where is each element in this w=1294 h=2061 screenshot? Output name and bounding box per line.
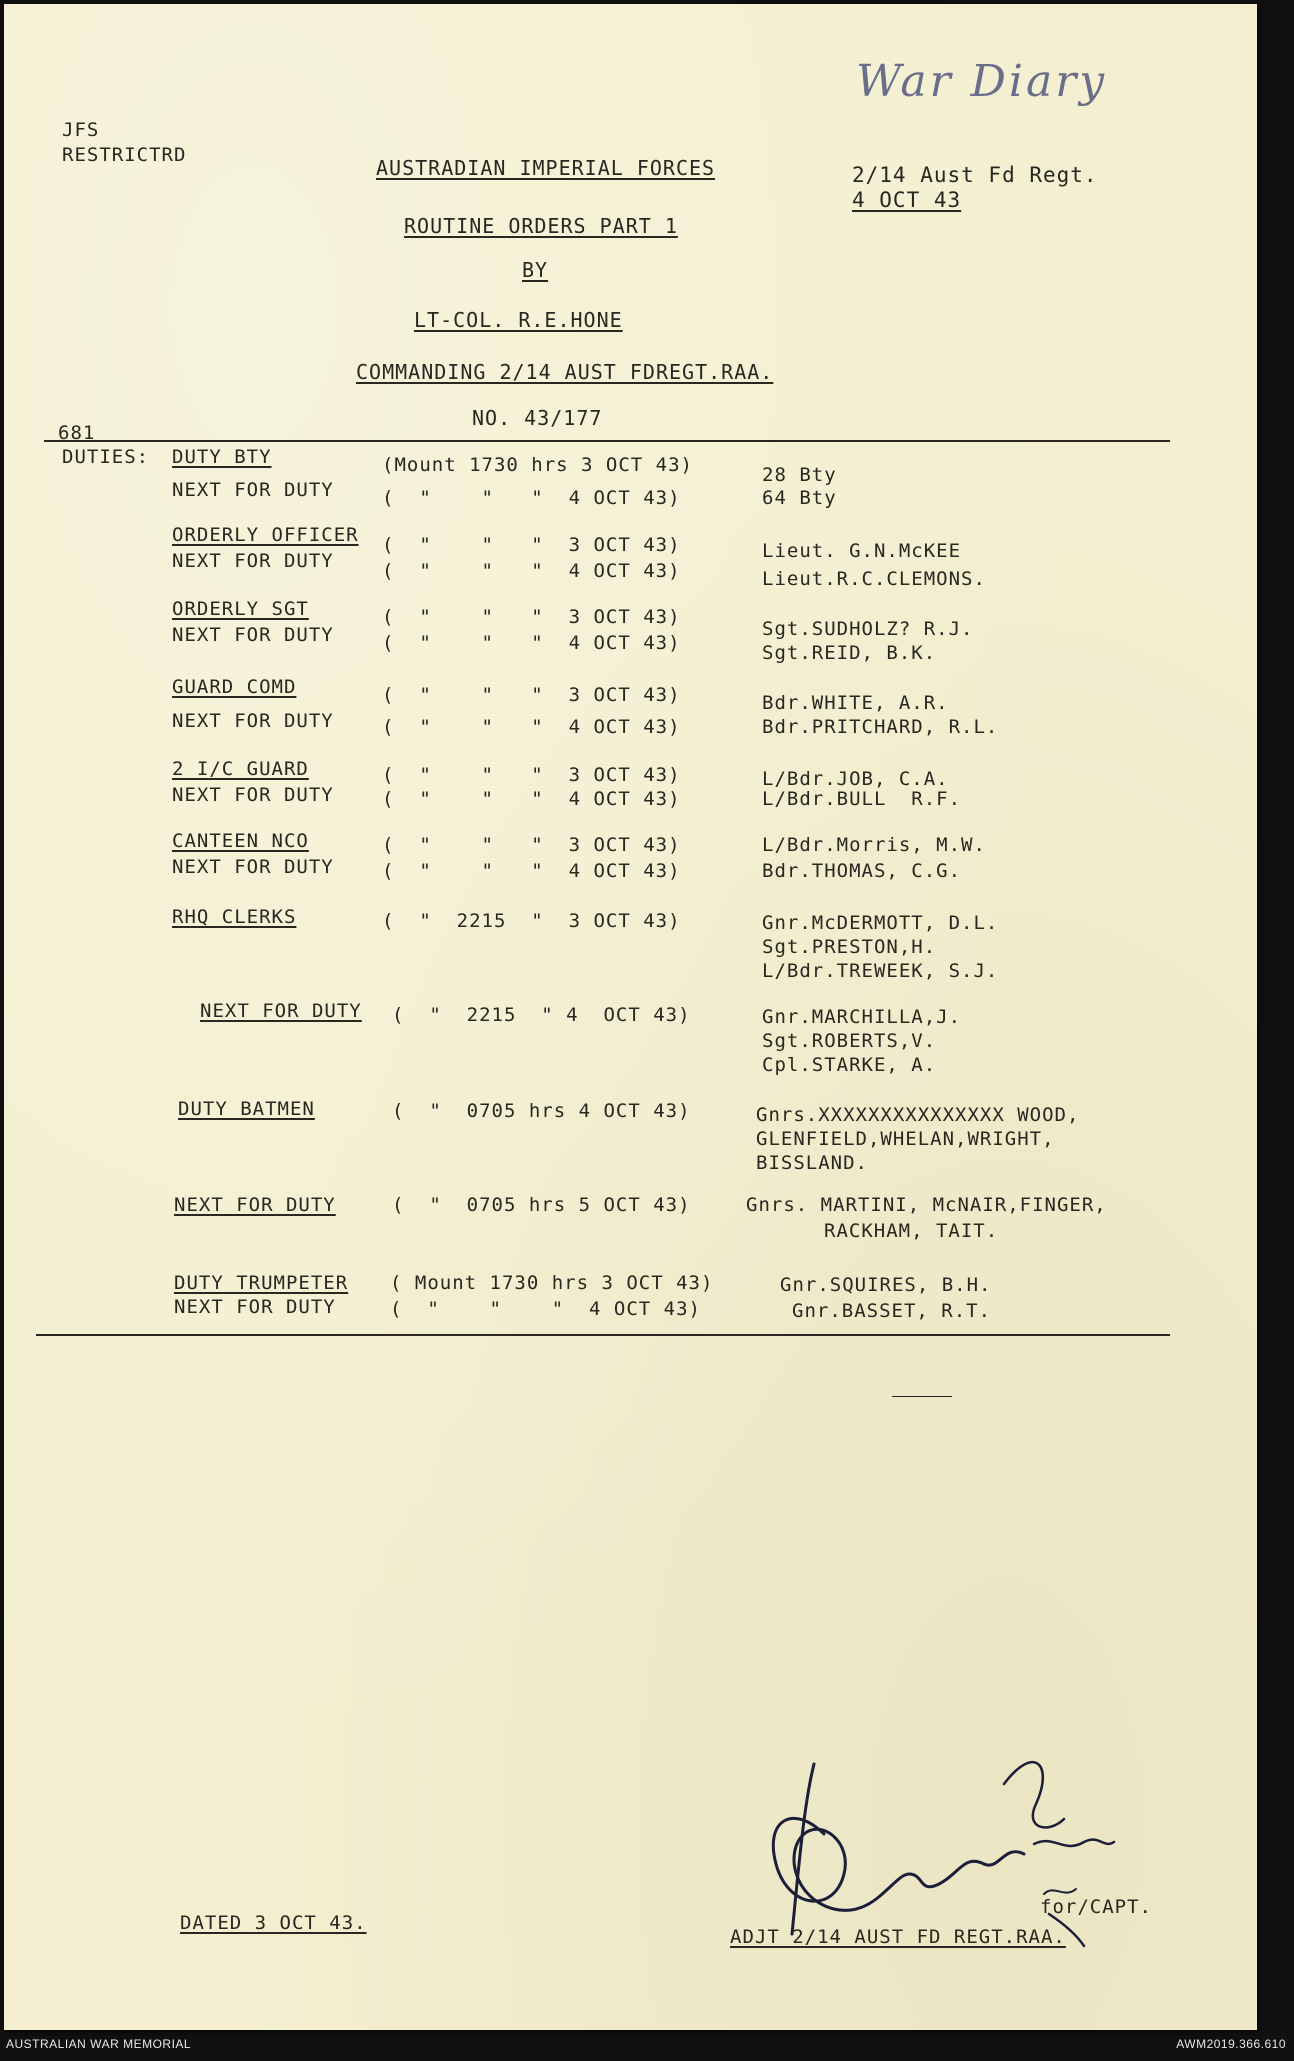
- trumpeter-name: Gnr.SQUIRES, B.H.: [780, 1274, 992, 1296]
- trumpeter-label: NEXT FOR DUTY: [174, 1296, 336, 1318]
- duties-label: DUTIES:: [62, 446, 150, 468]
- footer-right: AWM2019.366.610: [1176, 2037, 1286, 2051]
- trumpeter-detail: ( Mount 1730 hrs 3 OCT 43): [390, 1272, 714, 1294]
- rhq-next-name: Cpl.STARKE, A.: [762, 1054, 937, 1076]
- duty-name: L/Bdr.Morris, M.W.: [762, 834, 986, 856]
- top-rule: [44, 440, 1170, 442]
- batmen-name: Gnrs.XXXXXXXXXXXXXXX WOOD,: [756, 1104, 1080, 1126]
- title-line3: BY: [522, 258, 549, 282]
- order-number: 681: [58, 422, 96, 444]
- rhq-next-label: NEXT FOR DUTY: [200, 1000, 362, 1022]
- short-rule: [892, 1396, 952, 1397]
- duty-name: L/Bdr.BULL R.F.: [762, 788, 962, 810]
- duty-label: ORDERLY OFFICER: [172, 524, 359, 546]
- war-diary-annotation: War Diary: [856, 56, 1108, 107]
- title-line1: AUSTRADIAN IMPERIAL FORCES: [376, 156, 716, 180]
- trumpeter-detail: ( " " " 4 OCT 43): [390, 1298, 701, 1320]
- duty-detail: ( " " " 4 OCT 43): [382, 560, 681, 582]
- duty-name: L/Bdr.JOB, C.A.: [762, 768, 949, 790]
- title-line5: COMMANDING 2/14 AUST FDREGT.RAA.: [356, 360, 774, 384]
- duty-label: CANTEEN NCO: [172, 830, 309, 852]
- duty-label: NEXT FOR DUTY: [172, 856, 334, 878]
- duty-label: DUTY BTY: [172, 446, 272, 468]
- duty-detail: ( " " " 4 OCT 43): [382, 716, 681, 738]
- rhq-next-name: Gnr.MARCHILLA,J.: [762, 1006, 962, 1028]
- duty-label: NEXT FOR DUTY: [172, 784, 334, 806]
- duty-label: 2 I/C GUARD: [172, 758, 309, 780]
- batmen-label: DUTY BATMEN: [178, 1098, 315, 1120]
- duty-detail: ( " " " 4 OCT 43): [382, 788, 681, 810]
- trumpeter-label: DUTY TRUMPETER: [174, 1272, 349, 1294]
- header-right-date: 4 OCT 43: [852, 188, 962, 212]
- duty-name: Lieut.R.C.CLEMONS.: [762, 568, 986, 590]
- rhq-clerks-label: RHQ CLERKS: [172, 906, 297, 928]
- batmen-next-label: NEXT FOR DUTY: [174, 1194, 336, 1216]
- duty-label: GUARD COMD: [172, 676, 297, 698]
- bottom-rule: [36, 1334, 1170, 1336]
- batmen-next-detail: ( " 0705 hrs 5 OCT 43): [392, 1194, 691, 1216]
- dated-line: DATED 3 OCT 43.: [180, 1912, 367, 1934]
- duty-name: 28 Bty: [762, 464, 837, 486]
- duty-detail: ( " " " 3 OCT 43): [382, 834, 681, 856]
- duty-label: NEXT FOR DUTY: [172, 710, 334, 732]
- rhq-clerk-name: L/Bdr.TREWEEK, S.J.: [762, 960, 999, 982]
- title-line4: LT-COL. R.E.HONE: [414, 308, 623, 332]
- duty-name: Sgt.SUDHOLZ? R.J.: [762, 618, 974, 640]
- batmen-name: GLENFIELD,WHELAN,WRIGHT,: [756, 1128, 1055, 1150]
- batmen-name: BISSLAND.: [756, 1152, 868, 1174]
- duty-detail: (Mount 1730 hrs 3 OCT 43): [382, 454, 693, 476]
- duty-label: NEXT FOR DUTY: [172, 550, 334, 572]
- document-page: [4, 4, 1257, 2030]
- routine-order-number: NO. 43/177: [472, 406, 603, 430]
- duty-name: 64 Bty: [762, 487, 837, 509]
- duty-name: Bdr.PRITCHARD, R.L.: [762, 716, 999, 738]
- duty-detail: ( " " " 3 OCT 43): [382, 606, 681, 628]
- duty-detail: ( " " " 3 OCT 43): [382, 764, 681, 786]
- signoff-rank: for/CAPT.: [1040, 1896, 1152, 1918]
- duty-detail: ( " " " 4 OCT 43): [382, 632, 681, 654]
- rhq-next-name: Sgt.ROBERTS,V.: [762, 1030, 937, 1052]
- header-left-line2: RESTRICTRD: [62, 144, 187, 166]
- duty-name: Bdr.THOMAS, C.G.: [762, 860, 962, 882]
- rhq-clerk-name: Gnr.McDERMOTT, D.L.: [762, 912, 999, 934]
- duty-detail: ( " " " 4 OCT 43): [382, 860, 681, 882]
- trumpeter-name: Gnr.BASSET, R.T.: [792, 1300, 992, 1322]
- batmen-next-name: Gnrs. MARTINI, McNAIR,FINGER,: [746, 1194, 1107, 1216]
- batmen-next-name: RACKHAM, TAIT.: [824, 1220, 999, 1242]
- rhq-clerk-name: Sgt.PRESTON,H.: [762, 936, 937, 958]
- rhq-next-detail: ( " 2215 " 4 OCT 43): [392, 1004, 691, 1026]
- header-left-line1: JFS: [62, 119, 100, 141]
- footer-left: AUSTRALIAN WAR MEMORIAL: [6, 2037, 192, 2051]
- header-right-unit: 2/14 Aust Fd Regt.: [852, 163, 1098, 187]
- duty-label: NEXT FOR DUTY: [172, 479, 334, 501]
- duty-name: Sgt.REID, B.K.: [762, 642, 937, 664]
- duty-label: NEXT FOR DUTY: [172, 624, 334, 646]
- duty-label: ORDERLY SGT: [172, 598, 309, 620]
- duty-name: Bdr.WHITE, A.R.: [762, 692, 949, 714]
- duty-detail: ( " " " 3 OCT 43): [382, 684, 681, 706]
- title-line2: ROUTINE ORDERS PART 1: [404, 214, 678, 238]
- rhq-clerks-detail: ( " 2215 " 3 OCT 43): [382, 910, 681, 932]
- duty-name: Lieut. G.N.McKEE: [762, 540, 962, 562]
- signoff-position: ADJT 2/14 AUST FD REGT.RAA.: [730, 1926, 1066, 1948]
- batmen-detail: ( " 0705 hrs 4 OCT 43): [392, 1100, 691, 1122]
- duty-detail: ( " " " 4 OCT 43): [382, 487, 681, 509]
- duty-detail: ( " " " 3 OCT 43): [382, 534, 681, 556]
